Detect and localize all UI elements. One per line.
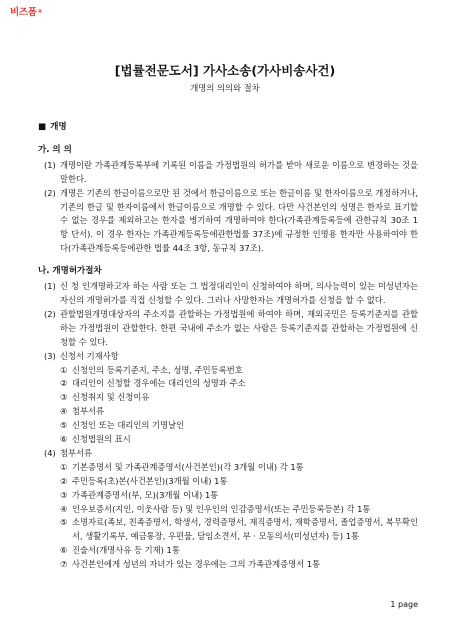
sub-item-text: 신청인의 등록기준지, 주소, 성명, 주민등록번호 [72,364,243,375]
sub-list-attachments [38,461,418,572]
item-text: 개명은 기존의 한글이름으로만 된 것에서 한글이름으로 또는 한글이름 및 한자이름으로 개정하거나, 기존의 한글 및 한자이름에서 한글이름으로 개명할 수 있다. 다만 사건본인의 성명은 한자로 표기할 수 없는 경우를 제외하고는 한자를 병기하여 개명하여야 한다(가족관계등록등에 관한규칙 30조 1항 단서). 이 경우 한자는 가족관계등록등에관한법률 37조)에 규정한 인명용 한자만 사용하여야 한다(가족관계등록등에관한 법률 44조 3항, 동규칙 37조). [60,187,418,254]
item-number: (2) [44,308,56,319]
bizform-logo [10,7,42,19]
section-heading [38,121,418,135]
item-text: 신 청 인개명하고자 하는 사람 또는 그 법정대리인이 신청하여야 하며, 의사능력이 있는 미성년자는 자신의 개명허가를 직접 신청할 수 있다. 그러나 사망한자는 개명허가를 신청을 할 수 없다. [60,281,418,305]
sub-item-number: ② [60,475,68,486]
document-title: [법률전문도서] 가사소송(가사비송사건) [114,63,336,78]
sub-item-text: 첨부서류 [72,406,105,417]
sub-item-number: ③ [60,392,68,403]
sub-item-text: 소명자료(족보, 친족증명서, 학생서, 경력증명서, 재직증명서, 재학증명서, 졸업증명서, 복무확인서, 생활기록부, 예금통장, 우편물, 담임소견서, 부 · 모동의서(미성년자) 등) 1통 [72,517,418,542]
sub-list-item [60,405,418,419]
sub-list-item [60,433,418,447]
item-text: 개명이란 가족관계등록부에 기록된 이름을 가정법원의 허가를 받아 새로운 이름으로 변경하는 것을 말한다. [60,159,418,184]
sub-item-text: 주민등록(초)본(사건본인)(3개월 이내) 1통 [72,475,228,486]
logo-registered-mark: ® [37,9,43,15]
sub-list-item [60,516,418,544]
list-item [38,350,418,364]
sub-item-text: 신청법원의 표시 [72,434,131,445]
document-subtitle: 개명의 의의와 절차 [190,83,260,93]
page-number: 1 page [390,600,418,609]
sub-item-number: ④ [60,406,68,417]
sub-item-text: 신청인 또는 대리인의 기명날인 [72,420,185,431]
sub-item-text: 신청취지 및 신청이유 [72,392,150,403]
sub-list-item [60,461,418,475]
item-number: (4) [44,447,56,458]
list-item [38,159,418,187]
document-body [38,121,418,572]
sub-list-item [60,475,418,489]
sub-item-text: 가족관계증명서(부, 모)(3개월 이내) 1통 [72,489,219,500]
sub-list-item [60,391,418,405]
sub-list-item [60,489,418,503]
section-bullet: ■ [38,122,47,132]
sub-item-text: 인우보증서(지인, 이웃사람 등) 및 인우인의 인감증명서(또는 주민등록등본) 각 1통 [72,503,371,514]
item-text: 신청서 기재사항 [60,350,119,361]
list-item [38,187,418,257]
item-text: 첨부서류 [60,447,93,458]
sub-item-number: ④ [60,503,68,514]
sub-item-number: ⑥ [60,434,68,445]
sub-list-item [60,558,418,572]
sub-item-number: ⑦ [60,559,68,570]
item-number: (1) [44,281,56,292]
logo-text: 비즈폼 [10,7,37,18]
list-item [38,280,418,308]
sub-item-number: ⑤ [60,420,68,431]
sub-list-item [60,377,418,391]
sub-list-application-contents [38,364,418,447]
sub-item-number: ② [60,378,68,389]
sub-list-item [60,364,418,378]
subsection-heading-procedure: 나. 개명허가절차 [38,266,102,277]
section-heading-text: 개명 [50,122,67,132]
sub-item-text: 진술서(개명사유 등 기재) 1통 [72,545,180,556]
sub-item-number: ⑥ [60,545,68,556]
item-number: (3) [44,350,56,361]
sub-item-number: ① [60,364,68,375]
sub-item-number: ① [60,461,68,472]
sub-list-item [60,544,418,558]
sub-list-item [60,503,418,517]
sub-item-number: ③ [60,489,68,500]
item-number: (1) [44,159,56,170]
item-number: (2) [44,187,56,198]
sub-item-number: ⑤ [60,517,68,528]
list-item [38,447,418,461]
sub-item-text: 대리인이 신청할 경우에는 대리인의 성명과 주소 [72,378,246,389]
sub-item-text: 기본증명서 및 가족관계증명서(사건본인)(각 3개월 이내) 각 1통 [72,461,304,472]
item-text: 관할법원개명대상자의 주소지를 관할하는 가정법원에 하여야 하며, 재외국민은 등록기준지를 관할하는 가정법원이 관할한다. 한편 국내에 주소가 없는 사람은 등록기준지를 관할하는 가정법원에 신청할 수 있다. [60,308,418,347]
list-item [38,308,418,350]
sub-item-text: 사건본인에게 성년의 자녀가 있는 경우에는 그의 가족관계증명서 1통 [72,559,321,570]
subsection-heading-meaning: 가. 의 의 [38,144,72,155]
sub-list-item [60,419,418,433]
